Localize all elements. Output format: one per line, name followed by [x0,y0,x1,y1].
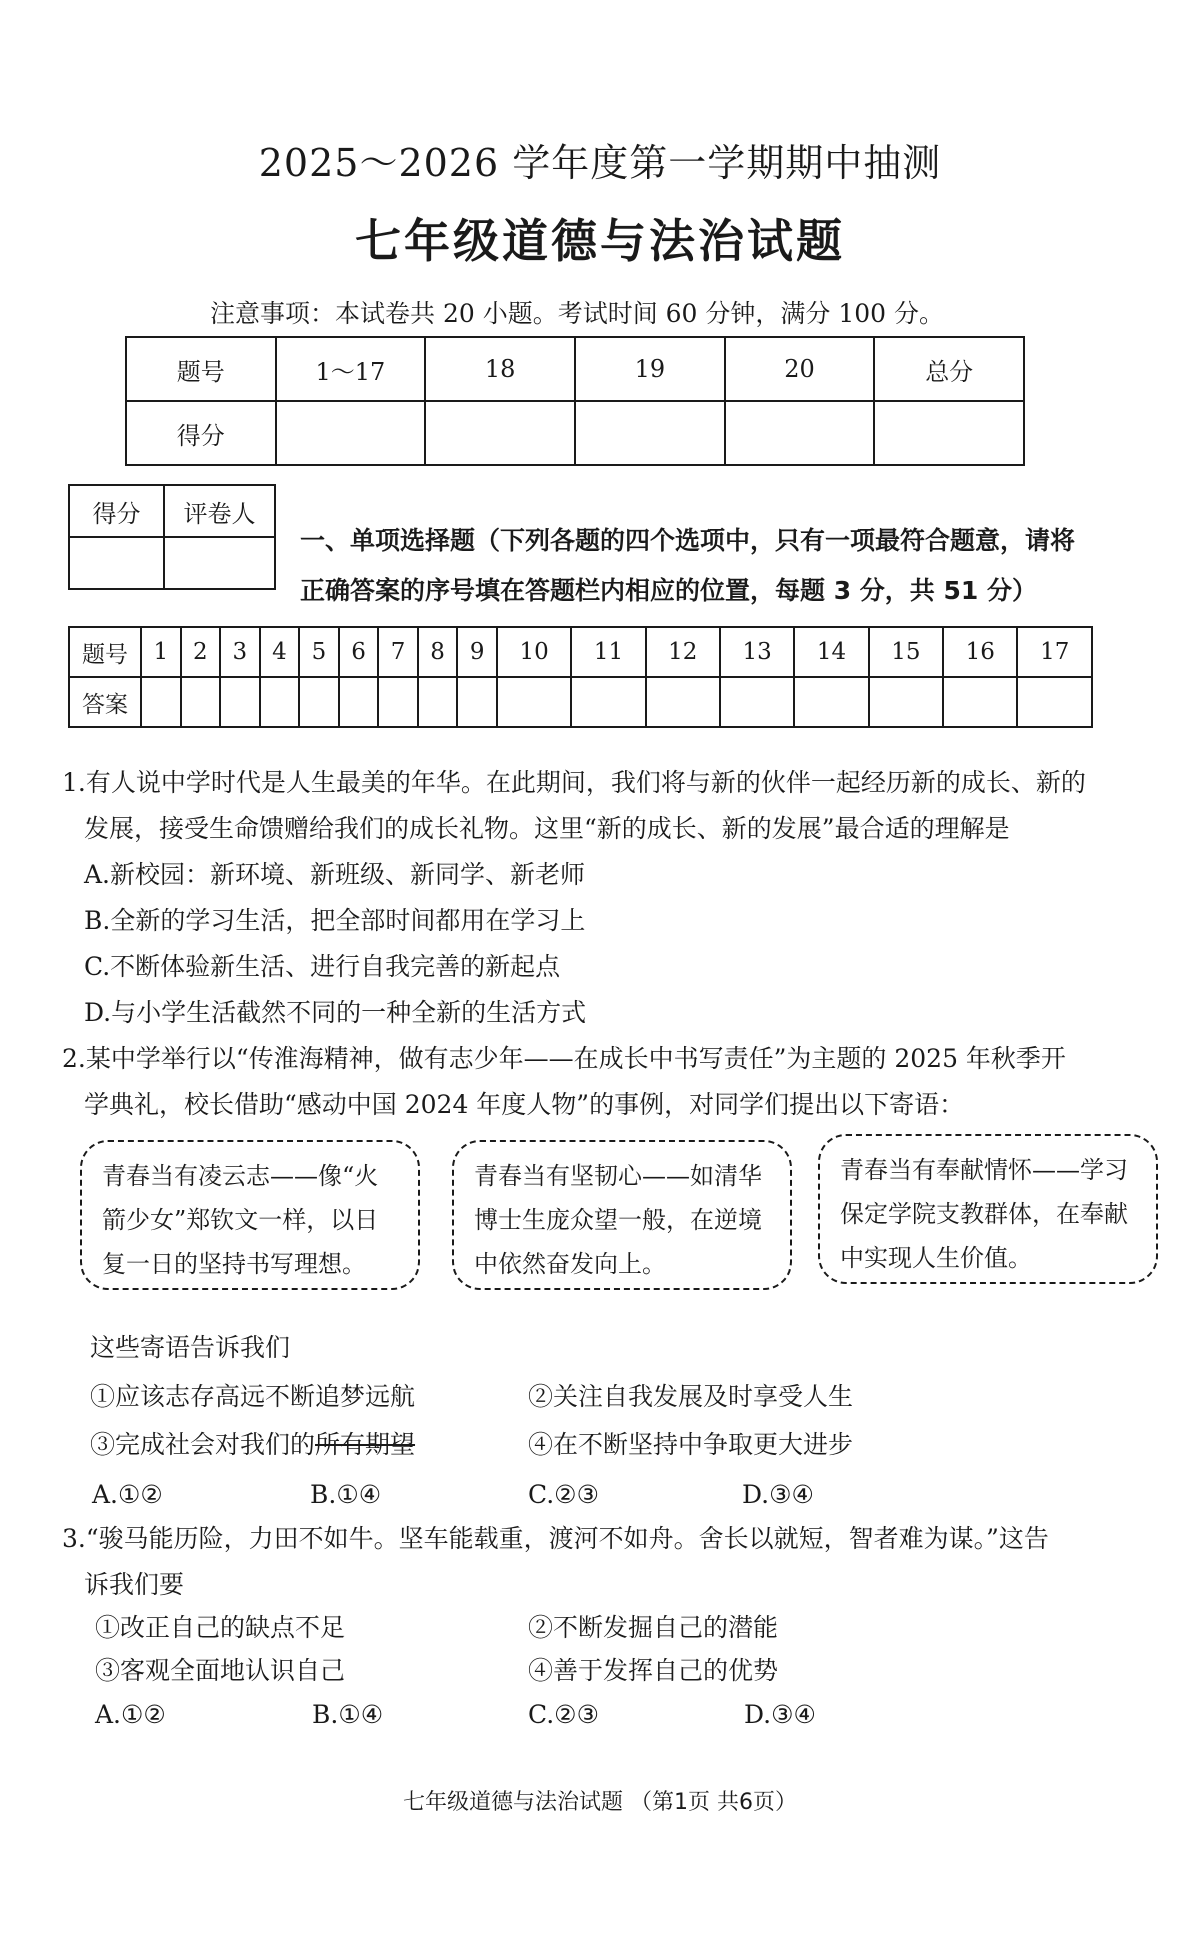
answer-label: 答案 [69,677,141,727]
answer-blank-cell[interactable] [220,677,260,727]
answer-blank-cell[interactable] [869,677,943,727]
choice-a: A.①② [92,1480,163,1509]
question-stem: 3.“骏马能历险，力田不如牛。坚车能载重，渡河不如舟。舍长以就短，智者难为谋。”这告 [62,1524,1049,1553]
choice-d: D.③④ [742,1480,814,1509]
answer-number-cell: 7 [378,627,418,677]
answer-blank-cell[interactable] [497,677,571,727]
score-table-cell: 1～17 [276,337,426,401]
answer-blank-cell[interactable] [260,677,300,727]
score-blank-cell[interactable] [874,401,1024,465]
answer-blank-cell[interactable] [299,677,339,727]
statement-3 [90,1422,415,1468]
statement-2: ②不断发掘自己的潜能 [528,1613,779,1642]
answer-blank-cell[interactable] [378,677,418,727]
answer-blank-cell[interactable] [1017,677,1092,727]
choice-c: C.②③ [528,1700,600,1729]
answer-number-cell: 4 [260,627,300,677]
question-stem: 学典礼，校长借助“感动中国 2024 年度人物”的事例，对同学们提出以下寄语： [84,1090,965,1119]
speech-bubble: 青春当有奉献情怀——学习保定学院支教群体，在奉献中实现人生价值。 [818,1134,1158,1284]
answer-blank-row [69,677,1092,727]
question-lead: 这些寄语告诉我们 [90,1333,291,1362]
grader-score-blank[interactable] [69,537,164,589]
choice-a: A.①② [95,1700,166,1729]
answer-number-cell: 15 [869,627,943,677]
answer-number-cell: 2 [181,627,221,677]
answer-number-cell: 13 [720,627,794,677]
grader-name-blank[interactable] [164,537,275,589]
choice-c: C.②③ [528,1480,600,1509]
statement-4: ④在不断坚持中争取更大进步 [528,1430,854,1459]
score-table-cell: 总分 [874,337,1024,401]
answer-blank-cell[interactable] [141,677,181,727]
statement-3-text: ③完成社会对我们的 [90,1430,316,1459]
answer-number-cell: 14 [794,627,868,677]
grader-score-label: 得分 [69,485,164,537]
statement-1: ①应该志存高远不断追梦远航 [90,1382,416,1411]
exam-period-title: 2025～2026 学年度第一学期期中抽测 [258,141,942,185]
score-table-cell: 20 [725,337,875,401]
answer-blank-cell[interactable] [720,677,794,727]
answer-number-cell: 16 [943,627,1017,677]
answer-blank-cell[interactable] [646,677,720,727]
answer-number-cell: 6 [339,627,379,677]
statement-1: ①改正自己的缺点不足 [95,1613,346,1642]
answer-blank-cell[interactable] [181,677,221,727]
question-stem: 发展，接受生命馈赠给我们的成长礼物。这里“新的成长、新的发展”最合适的理解是 [84,814,1010,843]
score-blank-cell[interactable] [425,401,575,465]
score-table-score-row [126,401,1024,465]
question-2 [62,1036,1122,1128]
score-table-cell: 题号 [126,337,276,401]
answer-number-cell: 8 [418,627,458,677]
answer-number-cell: 1 [141,627,181,677]
answer-number-cell: 3 [220,627,260,677]
statement-3: ③客观全面地认识自己 [95,1656,346,1685]
section1-heading-line: 正确答案的序号填在答题栏内相应的位置，每题 3 分，共 51 分） [300,576,1038,605]
answer-number-cell: 5 [299,627,339,677]
answer-number-cell: 10 [497,627,571,677]
answer-blank-cell[interactable] [457,677,497,727]
answer-number-cell: 11 [571,627,645,677]
choice-d: D.③④ [744,1700,816,1729]
choice-b: B.①④ [312,1700,384,1729]
speech-bubble: 青春当有坚韧心——如清华博士生庞众望一般，在逆境中依然奋发向上。 [452,1140,792,1290]
question-3 [62,1516,1122,1608]
answer-sheet-table [68,626,1093,728]
option-b: B.全新的学习生活，把全部时间都用在学习上 [84,906,586,935]
score-table-header-row [126,337,1024,401]
score-blank-cell[interactable] [725,401,875,465]
score-table-cell: 19 [575,337,725,401]
section1-heading-line: 一、单项选择题（下列各题的四个选项中，只有一项最符合题意，请将 [300,526,1076,555]
option-a: A.新校园：新环境、新班级、新同学、新老师 [84,860,586,889]
answer-blank-cell[interactable] [794,677,868,727]
answer-blank-cell[interactable] [418,677,458,727]
exam-notice: 注意事项：本试卷共 20 小题。考试时间 60 分钟，满分 100 分。 [210,299,945,328]
score-table-cell: 18 [425,337,575,401]
speech-bubble: 青春当有凌云志——像“火箭少女”郑钦文一样，以日复一日的坚持书写理想。 [80,1140,420,1290]
answer-number-cell: 17 [1017,627,1092,677]
score-blank-cell[interactable] [575,401,725,465]
answer-number-label: 题号 [69,627,141,677]
exam-subject-title: 七年级道德与法治试题 [355,214,845,268]
answer-number-cell: 9 [457,627,497,677]
option-c: C.不断体验新生活、进行自我完善的新起点 [84,952,561,981]
statement-4: ④善于发挥自己的优势 [528,1656,779,1685]
answer-blank-cell[interactable] [943,677,1017,727]
option-d: D.与小学生活截然不同的一种全新的生活方式 [84,998,587,1027]
score-table-cell: 得分 [126,401,276,465]
score-summary-table [125,336,1025,466]
answer-blank-cell[interactable] [339,677,379,727]
answer-number-row [69,627,1092,677]
answer-number-cell: 12 [646,627,720,677]
struck-text: 所有期望 [315,1430,416,1459]
page-footer: 七年级道德与法治试题 （第1页 共6页） [403,1790,797,1815]
choice-b: B.①④ [310,1480,382,1509]
question-1 [62,760,1122,1036]
answer-blank-cell[interactable] [571,677,645,727]
statement-2: ②关注自我发展及时享受人生 [528,1382,854,1411]
question-stem: 1.有人说中学时代是人生最美的年华。在此期间，我们将与新的伙伴一起经历新的成长、新的 [62,768,1086,797]
section1-heading [300,516,1110,616]
question-stem: 诉我们要 [84,1570,185,1599]
grader-name-label: 评卷人 [164,485,275,537]
score-blank-cell[interactable] [276,401,426,465]
question-stem: 2.某中学举行以“传淮海精神，做有志少年——在成长中书写责任”为主题的 2025 年秋季开 [62,1044,1066,1073]
grader-table [68,484,276,590]
